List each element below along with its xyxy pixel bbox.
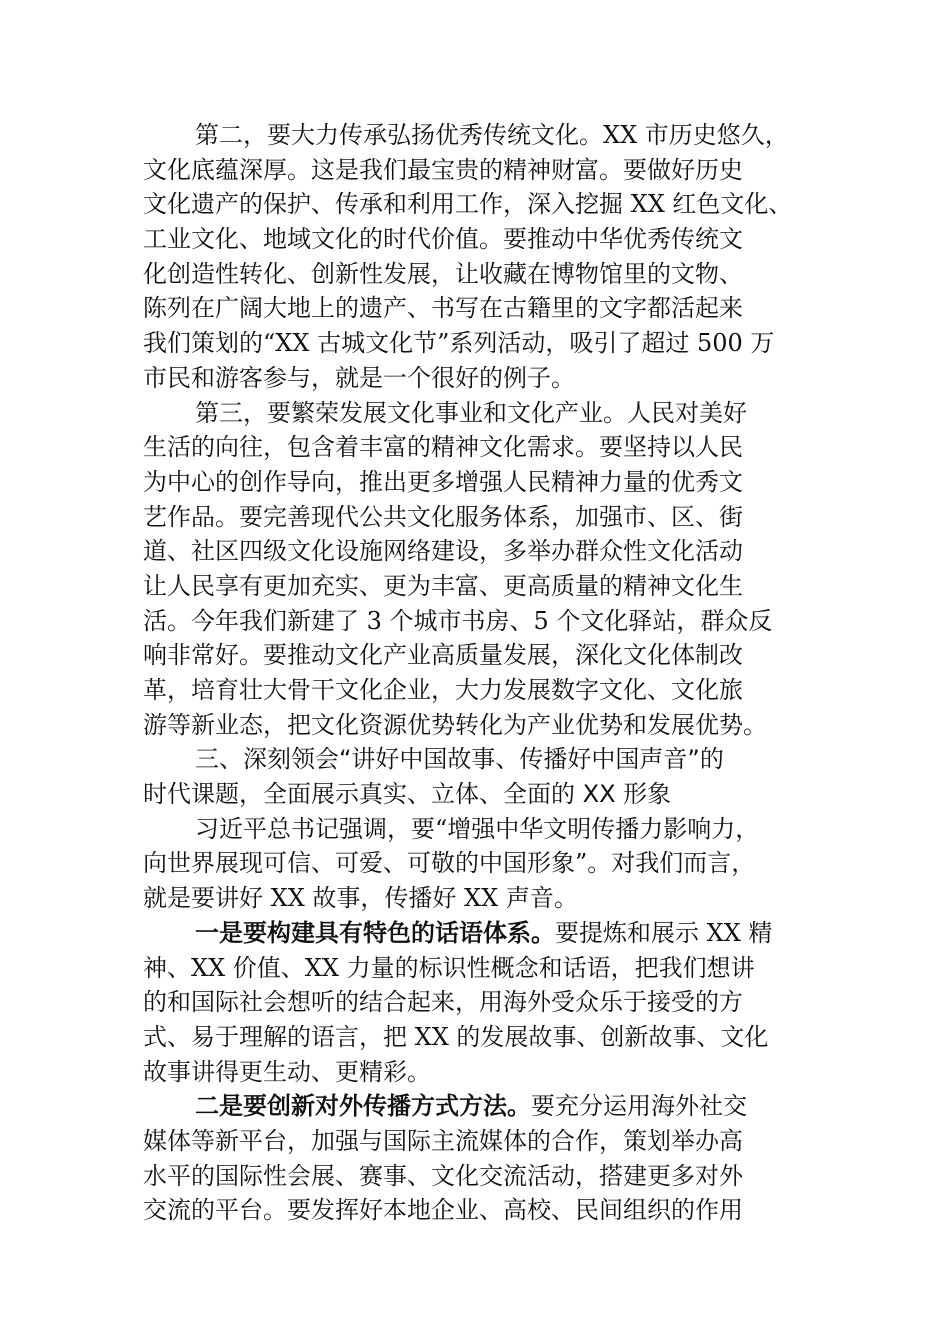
section-heading-line: 时代课题，全面展示真实、立体、全面的 XX 形象 bbox=[143, 780, 672, 809]
paragraph-line: 革，培育壮大骨干文化企业，大力发展数字文化、文化旅 bbox=[143, 676, 743, 704]
paragraph-line: 故事讲得更生动、更精彩。 bbox=[143, 1057, 431, 1086]
paragraph-line-rest: 要提炼和展示 XX 精 bbox=[555, 918, 773, 947]
paragraph-line: 文化底蕴深厚。这是我们最宝贵的精神财富。要做好历史 bbox=[143, 155, 743, 184]
paragraph-line: 工业文化、地域文化的时代价值。要推动中华优秀传统文 bbox=[143, 225, 743, 254]
paragraph-line-rest: 要充分运用海外社交 bbox=[531, 1092, 747, 1121]
paragraph-line: 市民和游客参与，就是一个很好的例子。 bbox=[143, 363, 575, 392]
paragraph-line: 文化遗产的保护、传承和利用工作，深入挖掘 XX 红色文化、 bbox=[143, 190, 793, 219]
paragraph-line: 交流的平台。要发挥好本地企业、高校、民间组织的作用 bbox=[143, 1196, 743, 1225]
paragraph-line: 向世界展现可信、可爱、可敬的中国形象”。对我们而言， bbox=[143, 849, 756, 878]
paragraph-line: 第三，要繁荣发展文化事业和文化产业。人民对美好 bbox=[195, 398, 747, 427]
paragraph-line: 让人民享有更加充实、更为丰富、更高质量的精神文化生 bbox=[143, 571, 743, 600]
paragraph-line: 习近平总书记强调，要“增强中华文明传播力影响力， bbox=[195, 814, 760, 843]
paragraph-line: 化创造性转化、创新性发展，让收藏在博物馆里的文物、 bbox=[143, 259, 743, 288]
paragraph-line: 神、XX 价值、XX 力量的标识性概念和话语，把我们想讲 bbox=[143, 953, 755, 982]
paragraph-line: 艺作品。要完善现代公共文化服务体系，加强市、区、街 bbox=[143, 502, 743, 531]
section-heading-line: 三、深刻领会“讲好中国故事、传播好中国声音”的 bbox=[195, 745, 724, 774]
paragraph-line: 水平的国际性会展、赛事、文化交流活动，搭建更多对外 bbox=[143, 1161, 743, 1190]
document-body bbox=[143, 118, 809, 1228]
paragraph-line: 的和国际社会想听的结合起来，用海外受众乐于接受的方 bbox=[143, 988, 743, 1017]
paragraph-line: 响非常好。要推动文化产业高质量发展，深化文化体制改 bbox=[143, 641, 743, 670]
bold-lead-point-two: 二是要创新对外传播方式方法。 bbox=[195, 1091, 531, 1121]
paragraph-line: 游等新业态，把文化资源优势转化为产业优势和发展优势。 bbox=[143, 710, 767, 739]
paragraph-line: 生活的向往，包含着丰富的精神文化需求。要坚持以人民 bbox=[143, 433, 743, 462]
paragraph-line bbox=[143, 1089, 809, 1124]
paragraph-line: 为中心的创作导向，推出更多增强人民精神力量的优秀文 bbox=[143, 467, 743, 496]
paragraph-line: 式、易于理解的语言，把 XX 的发展故事、创新故事、文化 bbox=[143, 1022, 769, 1051]
paragraph-line: 陈列在广阔大地上的遗产、书写在古籍里的文字都活起来 bbox=[143, 294, 743, 323]
paragraph-line: 媒体等新平台，加强与国际主流媒体的合作，策划举办高 bbox=[143, 1126, 743, 1155]
paragraph-line bbox=[143, 916, 809, 951]
paragraph-line: 第二，要大力传承弘扬优秀传统文化。XX 市历史悠久， bbox=[195, 121, 789, 149]
paragraph-line: 我们策划的“XX 古城文化节”系列活动，吸引了超过 500 万 bbox=[143, 329, 775, 358]
bold-lead-point-one: 一是要构建具有特色的话语体系。 bbox=[195, 917, 555, 947]
paragraph-line: 道、社区四级文化设施网络建设，多举办群众性文化活动 bbox=[143, 537, 743, 566]
paragraph-line: 就是要讲好 XX 故事，传播好 XX 声音。 bbox=[143, 884, 578, 913]
paragraph-line: 活。今年我们新建了 3 个城市书房、5 个文化驿站，群众反 bbox=[143, 606, 773, 635]
